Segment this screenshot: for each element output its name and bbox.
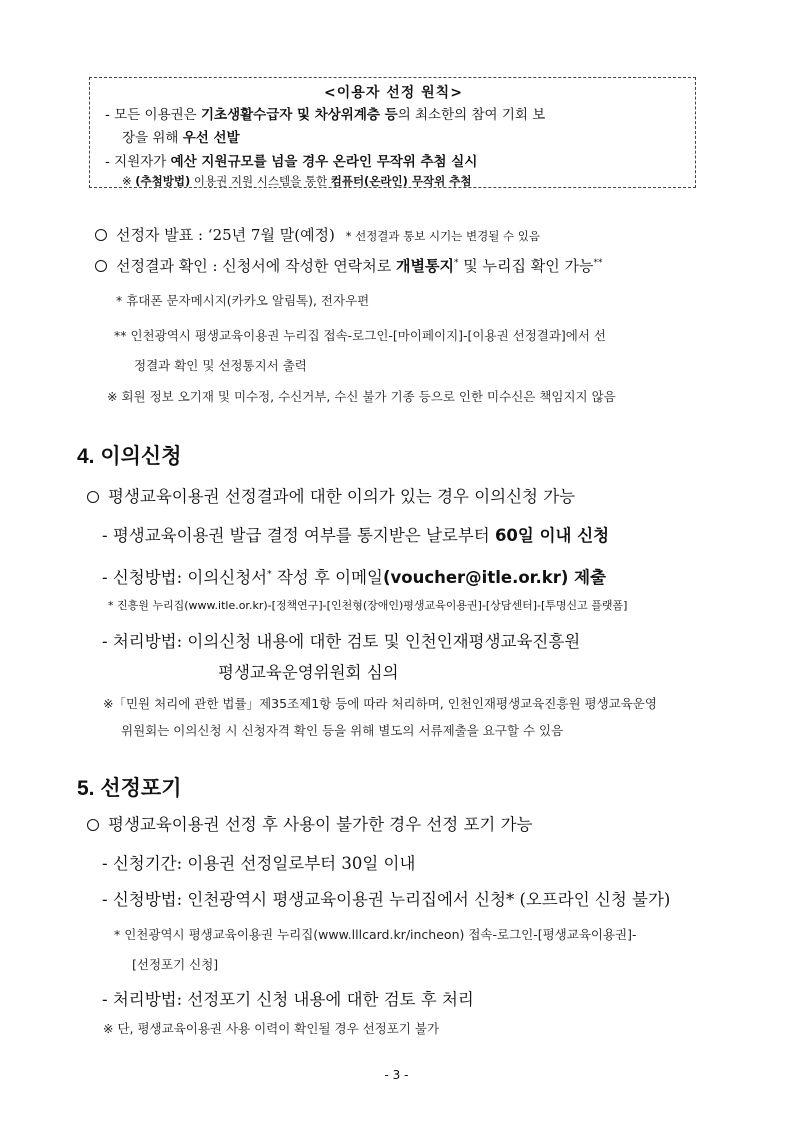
result-note-2a: ** 인천광역시 평생교육이용권 누리집 접속-로그인-[마이페이지]-[이용권 선정결과]에서 선 xyxy=(114,328,607,343)
principle-box-title: <이용자 선정 원칙> xyxy=(324,85,463,101)
circle-bullet-icon xyxy=(95,260,107,272)
circle-bullet-icon xyxy=(87,819,99,831)
section-4-note-a: ※「민원 처리에 관한 법률」제35조제1항 등에 따라 처리하며, 인천인재평생교육진흥원 평생교육운영 xyxy=(103,696,657,711)
result-note-1: * 휴대폰 문자메시지(카카오 알림톡), 전자우편 xyxy=(116,293,370,308)
announce-note: * 선정결과 통보 시기는 변경될 수 있음 xyxy=(345,229,541,243)
section-5-heading: 5. 선정포기 xyxy=(77,777,182,800)
page-number: - 3 - xyxy=(384,1068,409,1082)
result-note-3: ※ 회원 정보 오기재 및 미수정, 수신거부, 수신 불가 기종 등으로 인한 미수신은 책임지지 않음 xyxy=(107,389,616,404)
section-4-deadline: - 평생교육이용권 발급 결정 여부를 통지받은 날로부터 60일 이내 신청 xyxy=(102,526,610,545)
principle-line-3: - 지원자가 예산 지원규모를 넘을 경우 온라인 무작위 추첨 실시 xyxy=(105,154,478,170)
circle-bullet-icon xyxy=(95,229,107,241)
selection-principle-box xyxy=(89,77,696,188)
result-bullet: 선정결과 확인 : 신청서에 작성한 연락처로 개별통지* 및 누리집 확인 가능** xyxy=(95,255,602,276)
section-5-method-note-b: [선정포기 신청] xyxy=(132,957,219,972)
section-4-process-a: - 처리방법: 이의신청 내용에 대한 검토 및 인천인재평생교육진흥원 xyxy=(102,632,581,651)
section-5-note: ※ 단, 평생교육이용권 사용 이력이 확인될 경우 선정포기 불가 xyxy=(103,1021,440,1036)
principle-line-1: - 모든 이용권은 기초생활수급자 및 차상위계층 등의 최소한의 참여 기회 보 xyxy=(105,107,546,123)
section-4-process-b: 평생교육운영위원회 심의 xyxy=(218,663,399,682)
section-4-method: - 신청방법: 이의신청서* 작성 후 이메일(voucher@itle.or.kr) 제출 xyxy=(102,568,607,587)
circle-bullet-icon xyxy=(87,491,99,503)
principle-line-4: ※ (추첨방법) 이용권 지원 시스템을 통한 컴퓨터(온라인) 무작위 추첨 xyxy=(122,174,472,188)
section-4-method-note: * 진흥원 누리집(www.itle.or.kr)-[정책연구]-[인천형(장애인)평생교육이용권]-[상담센터]-[투명신고 플랫폼] xyxy=(108,599,628,612)
section-5-method-note-a: * 인천광역시 평생교육이용권 누리집(www.lllcard.kr/incheon) 접속-로그인-[평생교육이용권]- xyxy=(114,927,637,942)
result-note-2b: 정결과 확인 및 선정통지서 출력 xyxy=(134,358,307,373)
section-5-bullet: 평생교육이용권 선정 후 사용이 불가한 경우 선정 포기 가능 xyxy=(87,811,533,835)
section-4-note-b: 위원회는 이의신청 시 신청자격 확인 등을 위해 별도의 서류제출을 요구할 수 있음 xyxy=(121,723,564,738)
principle-line-2: 장을 위해 우선 선발 xyxy=(122,130,240,146)
section-5-process: - 처리방법: 선정포기 신청 내용에 대한 검토 후 처리 xyxy=(102,990,474,1009)
section-4-bullet: 평생교육이용권 선정결과에 대한 이의가 있는 경우 이의신청 가능 xyxy=(87,483,575,507)
section-5-method: - 신청방법: 인천광역시 평생교육이용권 누리집에서 신청* (오프라인 신청 불가) xyxy=(102,890,671,909)
announce-bullet: 선정자 발표 : ‘25년 7월 말(예정) * 선정결과 통보 시기는 변경될 수 있음 xyxy=(95,224,540,245)
section-5-period: - 신청기간: 이용권 선정일로부터 30일 이내 xyxy=(102,854,416,873)
section-4-heading: 4. 이의신청 xyxy=(77,445,182,468)
